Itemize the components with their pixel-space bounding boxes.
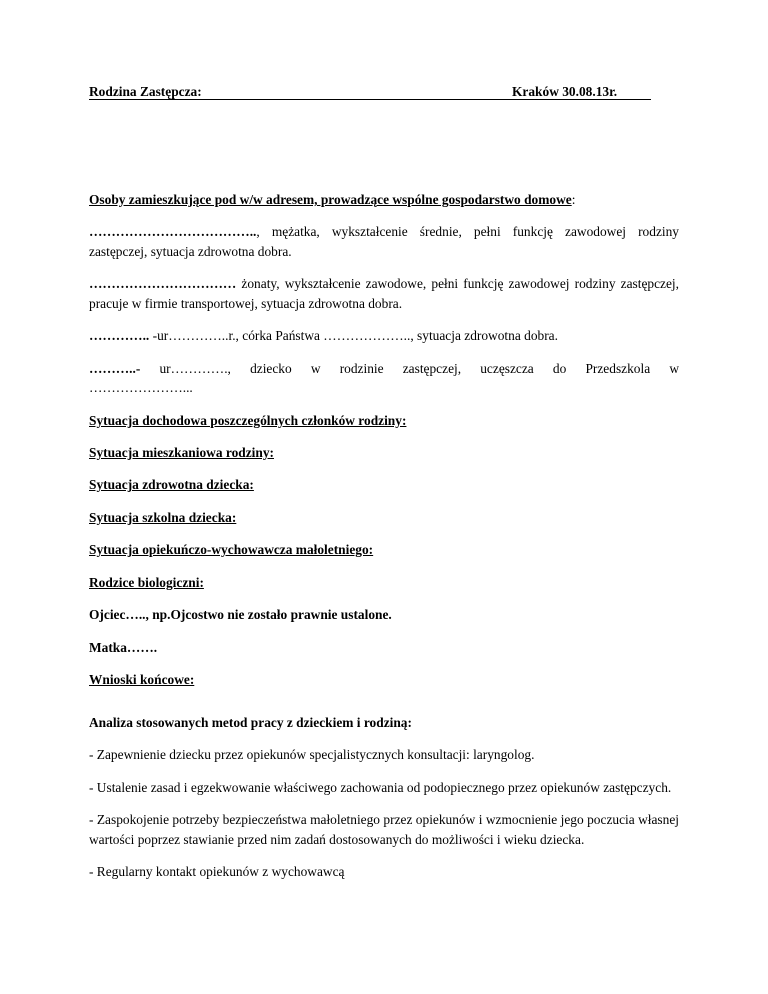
section-care: Sytuacja opiekuńczo-wychowawcza małoletniego:: [89, 542, 374, 558]
section-income: Sytuacja dochodowa poszczególnych członków rodziny:: [89, 412, 407, 428]
mother-info: Matka…….: [89, 639, 158, 655]
person-4: [89, 359, 679, 398]
foster-family-label: Rodzina Zastępcza:: [89, 84, 202, 99]
person-1: ……………………………….., mężatka, wykształcenie średnie, pełni funkcję zawodowej rodziny zastępczej, sytuacja zdrowotna dobra.: [89, 224, 679, 259]
household-heading: Osoby zamieszkujące pod w/w adresem, prowadzące wspólne gospodarstwo domowe:: [89, 192, 576, 207]
person-3: ………….. -ur…………..r., córka Państwa ……………….., sytuacja zdrowotna dobra.: [89, 328, 558, 344]
method-item: - Ustalenie zasad i egzekwowanie właściwego zachowania od podopiecznego przez opiekunów zastępczych.: [89, 779, 672, 795]
person-2: …………………………… żonaty, wykształcenie zawodowe, pełni funkcję zawodowej rodziny zastępczej, pracuje w firmie transportowej, sytuacja zdrowotna dobra.: [89, 276, 679, 311]
section-health: Sytuacja zdrowotna dziecka:: [89, 477, 254, 493]
section-conclusions: Wnioski końcowe:: [89, 672, 195, 687]
household-section: [89, 190, 679, 702]
method-item: - Regularny kontakt opiekunów z wychowawcą: [89, 864, 345, 880]
section-housing: Sytuacja mieszkaniowa rodziny:: [89, 444, 274, 460]
methods-heading: Analiza stosowanych metod pracy z dzieckiem i rodziną:: [89, 715, 412, 730]
methods-section: [89, 713, 679, 895]
section-school: Sytuacja szkolna dziecka:: [89, 509, 237, 525]
place-date: Kraków 30.08.13r.: [512, 84, 618, 99]
father-info: Ojciec….., np.Ojcostwo nie zostało prawnie ustalone.: [89, 607, 392, 623]
method-item: - Zapewnienie dziecku przez opiekunów specjalistycznych konsultacji: laryngolog.: [89, 747, 535, 763]
method-item: - Zaspokojenie potrzeby bezpieczeństwa małoletniego przez opiekunów i wzmocnienie jego poczucia własnej wartości poprzez stawianie przed nim zadań dostosowanych do możliwości i wieku dziecka.: [89, 812, 679, 847]
document-header: [89, 82, 651, 100]
section-biological-parents: Rodzice biologiczni:: [89, 574, 204, 590]
person-4-line-1: ………..- ur…………., dziecko w rodzinie zastępczej, uczęszcza do Przedszkola w: [89, 360, 679, 376]
person-4-line-2: …………………...: [89, 380, 193, 396]
